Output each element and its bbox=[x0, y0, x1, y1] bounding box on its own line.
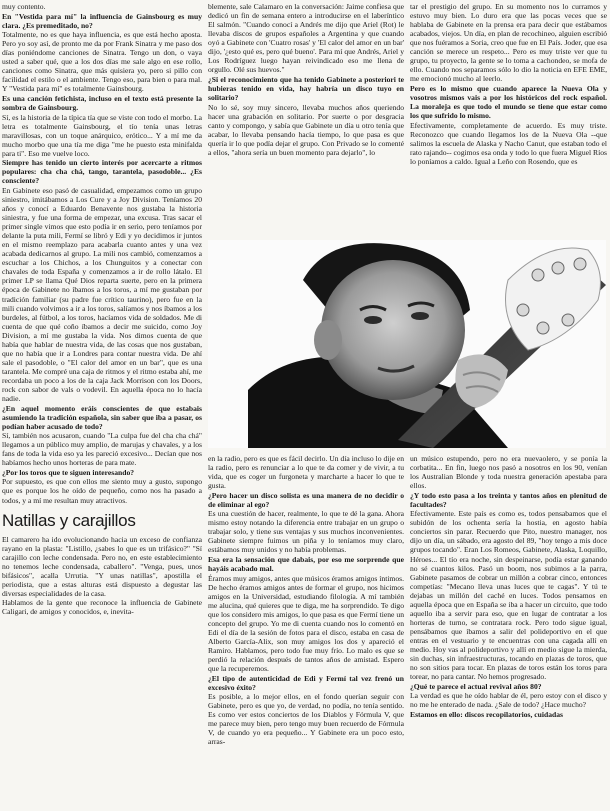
interview-answer: La verdad es que he oído hablar de él, pero estoy con el disco y no me he enterado de nada. ¿Sale de todo? ¿Hace mucho? bbox=[410, 691, 607, 710]
photo-musician-with-guitar bbox=[208, 240, 606, 448]
interview-question: Es una canción fetichista, incluso en el texto está presente la sombra de Gainsbourg. bbox=[2, 93, 202, 113]
interview-answer: Es una cuestión de hacer, realmente, lo que te dé la gana. Ahora mismo estoy notando la diferencia entre trabajar en un grupo o trabajar solo, y tiene sus ventajas y sus muchos inconvenientes. Gabinete siempre fuimos un piña y lo teníamos muy claro, estábamos muy unidos y no había problemas. bbox=[208, 509, 404, 555]
interview-answer: Éramos muy amigos, antes que músicos éramos amigos íntimos. De hecho éramos amigos antes de formar el grupo, nos hicimos amigos en la Universidad, estudiando filología. A mí también me alucina, qué quieres que te diga, me ha sorprendido. Te digo que los considero mis amigos, lo que pasa es que Fermí tiene un concepto del grupo. Yo me di cuenta cuando nos lo comentó en Edi el día de la sesión de fotos para el disco, estaba en casa de Alberto García-Alix, son muy amigos los dos y apareció el Ramiro. Hablamos, pero todo fue muy frío. Lo malo es que se perdió la relación después de tantos años de amistad. Espero que la recuperemos. bbox=[208, 573, 404, 674]
photo-illustration bbox=[208, 240, 606, 448]
interview-question: ¿Qué te parece el actual revival años 80? bbox=[410, 681, 542, 691]
interview-question: ¿El tipo de autenticidad de Edi y Fermí tal vez frenó un excesivo éxito? bbox=[208, 673, 404, 692]
article-column-2-top bbox=[208, 2, 404, 238]
article-column-3-top bbox=[410, 2, 607, 238]
interview-answer: No lo sé, soy muy sincero, llevaba muchos años queriendo hacer una grabación en solitario. Por suerte o por desgracia canto y compongo, y sabía que Gabinete un día u otro tenía que acabar, lo llevaba pensando hacía tiempo, lo que pasa es que quería ir lo que podía dejar el grupo. Con Privado se lo comenté a ellos, "ahora sería un buen momento para dejarlo", lo bbox=[208, 102, 404, 157]
interview-answer: Totalmente, no es que haya influencia, es que está hecho aposta. Pero yo soy así, de pronto me da por Frank Sinatra y me paso dos días poniéndome canciones de Sinatra. Tengo un don, o vaya usted a saber qué, que a los dos días me sale algo en ese rollo, canciones como Sinatra, que más quisiera yo, pero si pillo con facilidad el estilo o el ambiente. Tengo eso, para bien o para mal. Y "Vestida para mí" es totalmente Gainsbourg. bbox=[2, 30, 202, 94]
interview-answer: Efectivamente. Este país es como es, todos pensabamos que el subidón de los ochenta sería la hostia, en agosto había conciertos sin parar. Recuerdo que Pito, nuestro manager, nos dijo un día, un sábado, era agosto del 89, "hoy tengo a mis doce grupos tocando". Eran Los Romeos, Gabinete, Alaska, Loquillo, Héroes... El tío era noche, sin despeinarse, podía estar ganando no sé cuantos kilos. Pasó un boom, nos subimos a la parra, Gabinete pasamos de cobrar un millón a cobrar cinco, entonces competías: "Mecano lleva unas luces que te cagas". Y tú te dejabas un millón del caché en luces. Todos pensamos en aquella época que en España se iba a hacer un circuito, que todo aquello iba a servir para eso, que en lugar de contratar a los horteras de turno, se contratara rock. Pero todo sigue igual, pensábamos que íbamos a salir del polideportivo en el que entras en el vestuario y te encuentras con una cagada allí en medio. Hoy vas al polideportivo y allí en medio sigue la mierda, sin duchas, sin infraestructuras, tocando en plazas de toros, que no son sitios para tocar. En plazas de toros están los toros para torear, no para cantar. No hemos progresado. bbox=[410, 509, 607, 682]
interview-question: Siempre has tenido un cierto interés por acercarte a ritmos populares: cha cha chá, tango, tarantela, pasodoble... ¿Es consciente? bbox=[2, 158, 202, 186]
interview-answer: Sí, es la historia de la típica tía que se viste con todo el morbo. La letra es totalmente Gainsbourg, el tío tenía unas letras maravillosas, con un toque anárquico, erótico... Y a mí me da mucho morbo que una tía me diga "me he puesto esta minifalda para ti". Eso me vuelve loco. bbox=[2, 112, 202, 158]
interview-question: Estamos en ello: discos recopilatorios, cuidadas bbox=[410, 709, 564, 719]
interview-question: Esa era la sensación que dabais, por eso me sorprende que hayáis acabado mal. bbox=[208, 555, 404, 574]
interview-question: En "Vestida para mí" la influencia de Gainsbourg es muy clara. ¿Es premeditado, no? bbox=[2, 11, 202, 30]
interview-question: ¿Pero hacer un disco solista es una manera de no decidir o de eliminar al ego? bbox=[208, 490, 404, 509]
interview-question: ¿En aquel momento eráis conscientes de que estabais asumiendo la tradición española, sin saber que iba a pasar, os podían haber acusado de todo? bbox=[2, 403, 202, 431]
interview-answer: Efectivamente, completamente de acuerdo. Es muy triste. Reconozco que cuando llegamos los de la Nueva Ola --que salimos la escuela de Alaska y Nacho Canut, que estaban todo el rato rajando-- cogimos esa onda y todo lo que fuera Miguel Ríos lo poníamos a caldo. Igual a Leño con Rosendo, que es bbox=[410, 120, 607, 166]
interview-answer: tar el prestigio del grupo. En su momento nos lo curramos y estuvo muy bien. Lo duro era que las pocas veces que se hablaba de Gabinete en la prensa era para decir que estábamos acabados, viejos. Un día, en plan de recochineo, alguien escribió que nos fuéramos a Soria, creo que fue en El País. Joder, que esa canción se merece un respeto... Pero es muy triste ver que tu grupo, tu proyecto, la gente se lo toma a cachondeo, se mofa de ello. Cuando nos separamos sólo lo dio la noticia en EFE EME, me emocionó mucho al leerlo. bbox=[410, 2, 607, 84]
article-paragraph: El camarero ha ido evolucionando hacia un exceso de confianza rayano en la plasta: "Listillo, ¿sabes lo que es un trifásico?" "Sí carajillo con leche condensada. Pero no, en este establecimiento no tenemos leche condensada, caballero". "Venga, pues, unos bifásicos", acalla Urrutia. "Y unas natillas", apostilla el periodista, que a estas alturas está dispuesto a degustar las diversas especialidades de la casa. bbox=[2, 534, 202, 598]
interview-question: Pero es lo mismo que cuando aparece la Nueva Ola y vosotros mismos vais a por los históricos del rock español. La moraleja es que todo el mundo se tiene que estar como los que sufrido lo mismo. bbox=[410, 83, 607, 121]
interview-answer: Es posible, a lo mejor ellos, en el fondo querían seguir con Gabinete, pero es que yo, de verdad, no podía, no tenía sentido. Es como ver estos conciertos de los Diablos y Fórmula V, que me parece muy bien, pero tengo muy buen recuerdo de Fórmula V, de cuando yo era pequeño... Y Gabinete era un poco esto, arras- bbox=[208, 692, 404, 747]
interview-question: ¿Y todo esto pasa a los treinta y tantos años en plenitud de facultades? bbox=[410, 490, 607, 509]
interview-answer: Por supuesto, es que con ellos me siento muy a gusto, supongo que es porque los he oído de pequeño, como nos ha pasado a todos, y a mí me resultan muy atractivos. bbox=[2, 477, 202, 505]
article-paragraph: Hablamos de la gente que reconoce la influencia de Gabinete Caligari, de amigos y conocidos, e, inevita- bbox=[2, 598, 202, 617]
article-column-3-bottom bbox=[410, 454, 607, 719]
interview-answer: un músico estupendo, pero no era nuevaolero, y se ponía la corbatita... En fin, luego nos pasó a nosotros en los 90, venían los Australian Blonde y toda nuestra generación apestaba para ellos. bbox=[410, 454, 607, 491]
interview-answer: Sí, también nos acusaron, cuando "La culpa fue del cha cha chá" llegamos a un público muy amplio, de marujas y chavales, y a los fans de toda la vida eso ya les pareció excesivo... Decían que nos habíamos hecho unos horteras de para mate. bbox=[2, 431, 202, 468]
article-column-1 bbox=[2, 2, 202, 809]
interview-answer: muy contento. bbox=[2, 2, 46, 11]
interview-answer: blemente, sale Calamaro en la conversación: Jaime confiesa que dedicó un fin de semana entero a introducirse en el laberíntico El salmón. "Cuando conocí a Andrés me dijo que Ariel (Rot) le llevaba discos de grupos españoles a Argentina y que cuando oyó a Gabinete con 'Cuatro rosas' y 'El calor del amor en un bar' dijo, '¿esto qué es, pero qué bueno'. Para mí que Andrés, Ariel y Los Rodríguez luego hayan reivindicado eso me llena de orgullo. Olé sus huevos." bbox=[208, 2, 404, 75]
interview-question: ¿Por los toros que te siguen interesando? bbox=[2, 467, 135, 477]
section-heading: Natillas y carajillos bbox=[2, 510, 136, 530]
article-column-2-bottom bbox=[208, 454, 404, 747]
interview-question: ¿Si el reconocimiento que ha tenido Gabinete a posteriori te hubieras tenido en vida, hay habría un disco tuyo en solitario? bbox=[208, 74, 404, 102]
interview-answer: En Gabinete eso pasó de casualidad, empezamos como un grupo siniestro, imitábamos a Los Cure y a Joy Division. Teníamos 20 años y conocí a Eduardo Benavente nos gustaba la historia siniestra, y fue una forma de empezar, una excusa. Tras sacar el primer single vimos que esto podía ir en serio, pero teníamos por delante la puta mili, Fermí se libró y Edi y yo decidimos ir juntos en el mismo reemplazo para acabarla cuanto antes y una vez acabada dedicarnos al grupo. La mili nos cambió, comenzamos a escuchar a los Chichos, a los Chunguitos y a conectar con chavales de toda España y comenzamos a ir de rollo látalo. El primer LP se llama Qué Dios reparta suerte, pero en la primera época de Gabinete no íbamos a los toros, a mí me gustaban por tradición familiar (su padre fue crítico taurino), pero fue en la mili cuando volvimos a ir a los toros, salíamos y nos íbamos a los burdeles, al fútbol, a los toros, hacíamos vida de soldados. Me di cuenta de que qué coño íbamos a decir me suicido, como Joy Division, a mí me gustaba la vida. Nos dimos cuenta de que había que hablar de nuestra vida, de las cosas que nos gustaban, que no había que ir a Londres para contar nuestra vida. De ahí sale el pasodoble, o "El calor del amor en un bar", que es una tarantela. Me compré una caja de ritmos y el ritmo estaba ahí, me recordaba un poco a los de la caja Jack Morrison con los Doors, rock con sabor de vals o vodevil. En aquella época no lo hacía nadie. bbox=[2, 185, 202, 404]
interview-answer: en la radio, pero es que es fácil decirlo. Un día incluso lo dije en la radio, pero es renunciar a lo que te da comer y de vivir, a tu vida, que es coger un furgoneta y marcharte a hacer lo que te gusta. bbox=[208, 454, 404, 491]
